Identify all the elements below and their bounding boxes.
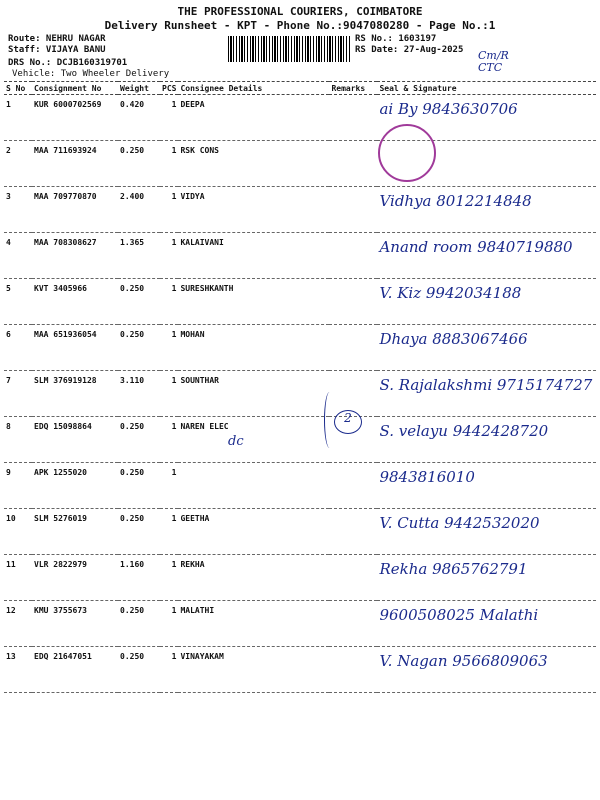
row-remarks [329,647,377,693]
col-remarks: Remarks [329,82,377,95]
row-signature: S. Rajalakshmi 9715174727 [377,371,596,417]
row-weight: 0.250 [118,279,160,325]
row-consignment-no: APK 1255020 [32,463,118,509]
row-consignment-no: KMU 3755673 [32,601,118,647]
seal-stamp [378,124,436,182]
row-weight: 2.400 [118,187,160,233]
circled-note: 2 [334,410,362,434]
rs-number: RS No.: 1603197 [355,34,437,44]
row-pcs: 1 [160,601,178,647]
row-remarks [329,555,377,601]
row-consignment-no: VLR 2822979 [32,555,118,601]
row-pcs: 1 [160,279,178,325]
row-consignee: MALATHI [178,601,329,647]
row-weight: 1.365 [118,233,160,279]
row-sno: 10 [4,509,32,555]
col-pcs: PCS [162,83,177,93]
table-row [4,647,596,693]
row-signature: 9600508025 Malathi [377,601,596,647]
table-row [4,233,596,279]
table-row [4,141,596,187]
row-weight: 0.250 [118,141,160,187]
table-header-row [4,82,596,95]
row-signature: V. Kiz 9942034188 [377,279,596,325]
row-consignee: RSK CONS [178,141,329,187]
row-remarks [329,279,377,325]
table-row [4,325,596,371]
row-sno: 8 [4,417,32,463]
table-row [4,601,596,647]
row-remarks [329,187,377,233]
row-consignment-no: KVT 3405966 [32,279,118,325]
row-signature: 9843816010 [377,463,596,509]
row-sno: 12 [4,601,32,647]
row-weight: 0.250 [118,601,160,647]
table-row [4,463,596,509]
row-remarks [329,371,377,417]
row-consignment-no: MAA 708308627 [32,233,118,279]
row-signature: V. Nagan 9566809063 [377,647,596,693]
row-sno: 4 [4,233,32,279]
table-row [4,417,596,463]
row-consignment-no: MAA 711693924 [32,141,118,187]
col-signature: Seal & Signature [377,82,596,95]
row-consignee: SOUNTHAR [178,371,329,417]
row-sno: 1 [4,95,32,141]
row-pcs: 1 [160,233,178,279]
row-pcs: 1 [160,371,178,417]
col-consignee: Consignee Details [178,82,329,95]
row-weight: 1.160 [118,555,160,601]
row-consignment-no: MAA 709770870 [32,187,118,233]
row-pcs: 1 [160,187,178,233]
row-weight: 3.110 [118,371,160,417]
table-row [4,509,596,555]
route-label: Route: NEHRU NAGAR [8,34,106,44]
staff-label: Staff: VIJAYA BANU [8,45,106,55]
row-sno: 3 [4,187,32,233]
row-sno: 6 [4,325,32,371]
row-pcs: 1 [160,95,178,141]
runsheet-subtitle: Delivery Runsheet - KPT - Phone No.:9047080280 - Page No.:1 [104,19,496,32]
company-title: THE PROFESSIONAL COURIERS, COIMBATORE [177,5,423,18]
row-consignee: KALAIVANI [178,233,329,279]
row-consignee: REKHA [178,555,329,601]
row-consignment-no: SLM 5276019 [32,509,118,555]
row-consignee: SURESHKANTH [178,279,329,325]
row-consignee: NAREN ELEC [178,417,329,463]
row-weight: 0.250 [118,417,160,463]
rs-date: RS Date: 27-Aug-2025 [355,45,464,55]
row-consignee [178,463,329,509]
row-remarks [329,509,377,555]
row-sno: 13 [4,647,32,693]
row-weight: 0.250 [118,509,160,555]
row-consignee: VIDYA [178,187,329,233]
row-weight: 0.250 [118,463,160,509]
row-signature: Anand room 9840719880 [377,233,596,279]
row-remarks [329,141,377,187]
row-signature: S. velayu 9442428720 [377,417,596,463]
row-pcs: 1 [160,509,178,555]
row-consignment-no: KUR 6000702569 [32,95,118,141]
row-sno: 7 [4,371,32,417]
row-consignee: MOHAN [178,325,329,371]
row-signature: Vidhya 8012214848 [377,187,596,233]
table-row [4,555,596,601]
col-weight: Weight [118,82,160,95]
row-pcs: 1 [160,463,178,509]
row-sno: 9 [4,463,32,509]
row-pcs: 1 [160,417,178,463]
row-weight: 0.250 [118,647,160,693]
row-remarks [329,601,377,647]
table-row [4,371,596,417]
vehicle-label: Vehicle: Two Wheeler Delivery [12,69,170,79]
row-sno: 11 [4,555,32,601]
row-weight: 0.420 [118,95,160,141]
row-remarks [329,95,377,141]
row-pcs: 1 [160,555,178,601]
row-sno: 5 [4,279,32,325]
col-sno: S No [4,82,32,95]
row-consignee: GEETHA [178,509,329,555]
barcode [228,36,350,62]
row-signature: Dhaya 8883067466 [377,325,596,371]
row-consignee: VINAYAKAM [178,647,329,693]
table-row [4,95,596,141]
handwritten-top-note: Cm/R CTC [478,49,509,74]
row-weight: 0.250 [118,325,160,371]
drs-label: DRS No.: DCJB160319701 [8,58,128,68]
row-sno: 2 [4,141,32,187]
row-consignment-no: MAA 651936054 [32,325,118,371]
table-row [4,279,596,325]
row-signature: ai By 9843630706 [377,95,596,141]
row-consignment-no: EDQ 21647051 [32,647,118,693]
row-pcs: 1 [160,141,178,187]
row-consignee: DEEPA [178,95,329,141]
table-row [4,187,596,233]
row-consignment-no: EDQ 15098864 [32,417,118,463]
row-pcs: 1 [160,647,178,693]
row-signature: Rekha 9865762791 [377,555,596,601]
runsheet-table [4,81,596,693]
row-remarks [329,463,377,509]
row-signature: V. Cutta 9442532020 [377,509,596,555]
remarks-handwritten: dc [228,434,244,449]
row-consignment-no: SLM 376919128 [32,371,118,417]
row-remarks [329,233,377,279]
row-pcs: 1 [160,325,178,371]
col-consignment: Consignment No [32,82,118,95]
row-remarks [329,325,377,371]
